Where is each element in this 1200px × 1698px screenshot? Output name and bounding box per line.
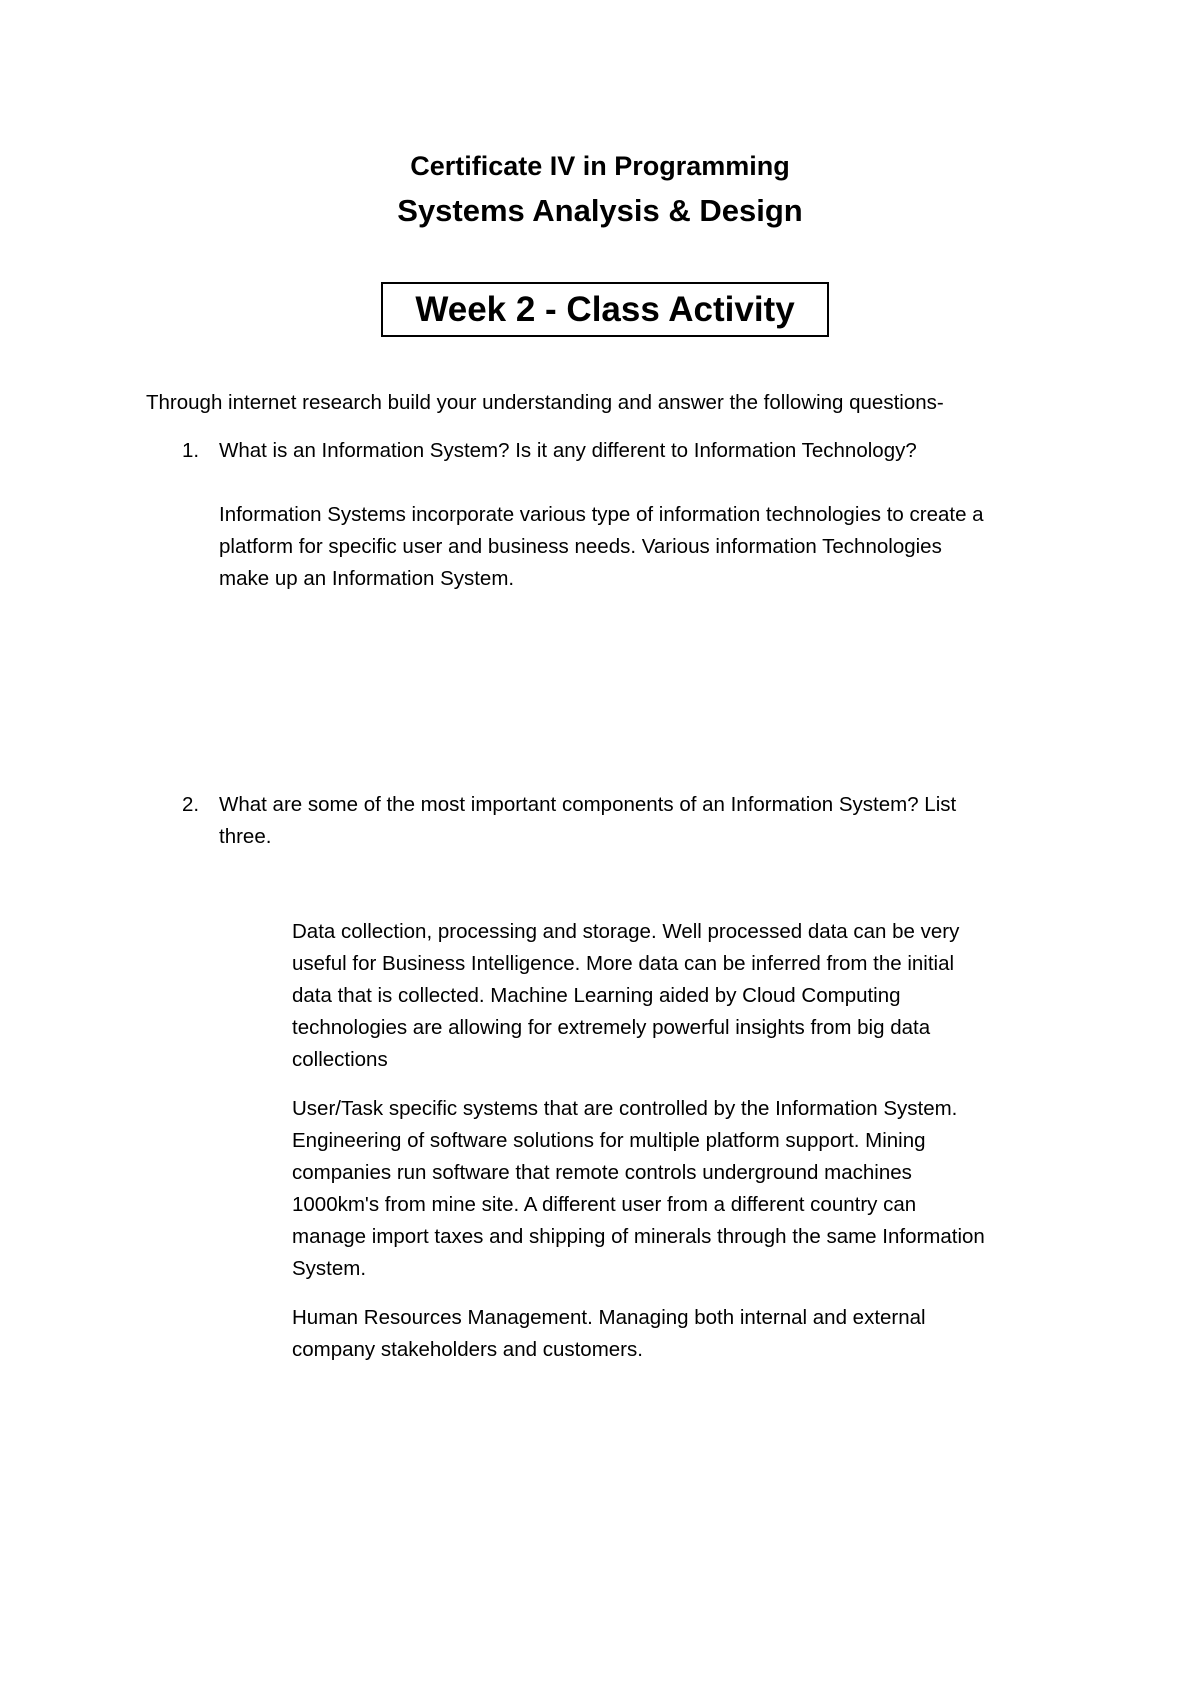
answer-line: technologies are allowing for extremely powerful insights from big data	[292, 1016, 931, 1039]
activity-title-box	[381, 282, 829, 337]
question-2-line: What are some of the most important components of an Information System? List	[219, 793, 957, 816]
answer-line: Engineering of software solutions for multiple platform support. Mining	[292, 1129, 926, 1152]
question-2-answer-3	[292, 1302, 926, 1366]
answer-line: manage import taxes and shipping of minerals through the same Information	[292, 1225, 985, 1248]
answer-line: platform for specific user and business needs. Various information Technologies	[219, 535, 942, 558]
question-1-text	[219, 435, 917, 467]
answer-line: Information Systems incorporate various type of information technologies to create a	[219, 503, 984, 526]
question-1-answer	[219, 499, 984, 595]
activity-title: Week 2 - Class Activity	[415, 290, 795, 329]
question-2-line: three.	[219, 825, 272, 848]
answer-line: useful for Business Intelligence. More data can be inferred from the initial	[292, 952, 955, 975]
answer-line: Human Resources Management. Managing both internal and external	[292, 1306, 926, 1329]
question-2-answer-2	[292, 1093, 985, 1285]
answer-line: data that is collected. Machine Learning aided by Cloud Computing	[292, 984, 901, 1007]
question-2-text	[219, 789, 956, 853]
answer-line: User/Task specific systems that are controlled by the Information System.	[292, 1097, 958, 1120]
answer-line: companies run software that remote controls underground machines	[292, 1161, 912, 1184]
answer-line: company stakeholders and customers.	[292, 1338, 643, 1361]
answer-line: Data collection, processing and storage. Well processed data can be very	[292, 920, 960, 943]
answer-line: make up an Information System.	[219, 567, 515, 590]
question-2-answer-1	[292, 916, 959, 1076]
subject-title: Systems Analysis & Design	[397, 193, 803, 228]
answer-line: 1000km's from mine site. A different user from a different country can	[292, 1193, 917, 1216]
question-1-number: 1.	[182, 439, 200, 462]
answer-line: collections	[292, 1048, 388, 1071]
question-1-line: What is an Information System? Is it any different to Information Technology?	[219, 439, 917, 462]
course-title: Certificate IV in Programming	[410, 151, 790, 181]
answer-line: System.	[292, 1257, 367, 1280]
question-2-number: 2.	[182, 793, 200, 816]
intro-text: Through internet research build your understanding and answer the following questions-	[146, 391, 944, 414]
